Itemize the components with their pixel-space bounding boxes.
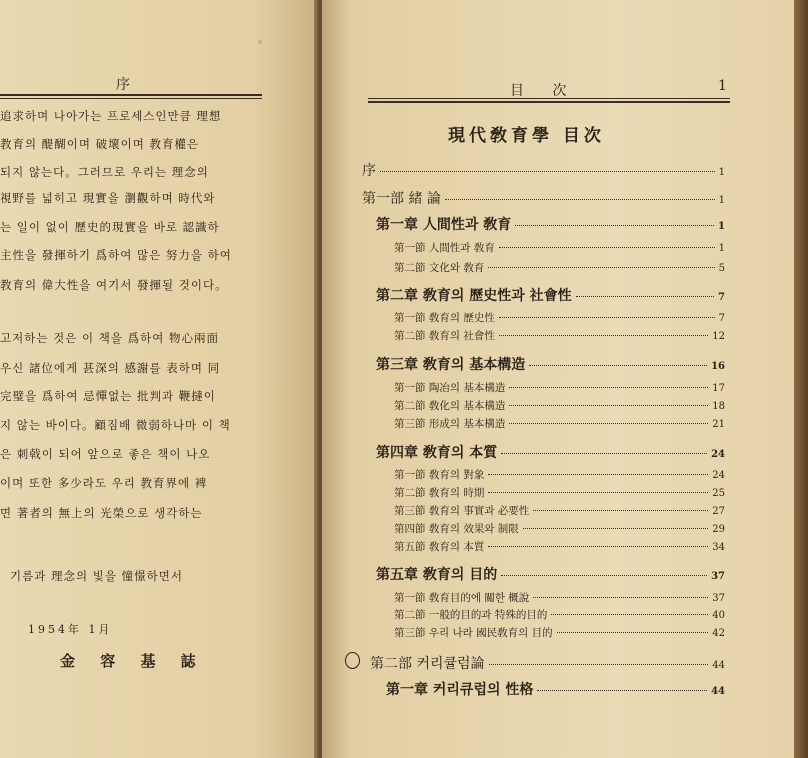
toc-entry-page: 42 <box>712 628 725 639</box>
toc-entry <box>362 160 725 180</box>
toc-entry-label: 第一章 커리큐럽의 性格 <box>386 682 534 698</box>
left-page <box>0 0 318 758</box>
toc-entry-label: 第二節 敎育의 時期 <box>394 487 485 499</box>
toc-entry-label: 第五章 敎育의 目的 <box>376 567 498 583</box>
toc-leader-dots <box>501 575 707 576</box>
toc-entry-label: 序 <box>362 163 376 179</box>
toc-leader-dots <box>501 453 707 454</box>
toc-entry-label: 第三章 敎育의 基本構造 <box>376 357 526 373</box>
preface-line: 는 일이 없이 歷史的現實을 바로 認識하 <box>0 220 220 234</box>
toc-entry-page: 7 <box>718 292 725 303</box>
toc-entry <box>394 485 725 500</box>
toc-leader-dots <box>499 335 708 336</box>
toc-entry-page: 21 <box>712 419 725 430</box>
toc-entry-page: 12 <box>712 331 725 342</box>
toc-entry-label: 第一節 敎育의 歷史性 <box>394 312 495 324</box>
toc-entry <box>394 398 725 413</box>
toc-entry <box>362 188 725 208</box>
toc-entry-label: 第三節 敎育의 事實과 必要性 <box>394 505 530 517</box>
toc-leader-dots <box>445 199 715 200</box>
left-page-header: 序 <box>116 77 134 93</box>
toc-entry-page: 1 <box>718 195 725 206</box>
toc-entry-page: 24 <box>711 449 725 460</box>
preface-line: 追求하며 나아가는 프로세스인만큼 理想 <box>0 109 222 123</box>
toc-leader-dots <box>533 597 708 598</box>
right-page-number: 1 <box>718 78 727 94</box>
toc-entry <box>394 240 725 255</box>
toc-leader-dots <box>488 267 714 268</box>
toc-title: 現代敎育學 目次 <box>448 126 605 146</box>
preface-line: 우신 諸位에게 甚深의 感謝를 表하며 同 <box>0 361 221 375</box>
toc-entry <box>394 328 725 343</box>
toc-entry-page: 24 <box>712 470 725 481</box>
toc-entry-page: 1 <box>718 167 725 178</box>
page-edge <box>794 0 808 758</box>
toc-entry <box>394 521 725 536</box>
toc-entry <box>394 625 725 640</box>
toc-entry-label: 第四節 敎育의 效果와 制限 <box>394 523 519 535</box>
toc-entry <box>386 679 725 699</box>
toc-leader-dots <box>499 317 715 318</box>
toc-entry <box>376 214 725 234</box>
toc-entry <box>394 467 725 482</box>
preface-line: 고저하는 것은 이 책을 爲하여 物心兩面 <box>0 331 219 345</box>
toc-entry-label: 第二節 敎育의 社會性 <box>394 330 495 342</box>
toc-leader-dots <box>489 664 709 665</box>
toc-entry <box>394 416 725 431</box>
preface-line: 은 刺戟이 되어 앞으로 좋은 책이 나오 <box>0 447 211 461</box>
toc-entry-page: 1 <box>718 221 725 232</box>
toc-entry <box>370 653 725 673</box>
toc-entry-page: 29 <box>712 524 725 535</box>
toc-leader-dots <box>533 510 708 511</box>
toc-entry-page: 18 <box>712 401 725 412</box>
preface-line: 이며 또한 多少라도 우리 教育界에 裨 <box>0 476 208 490</box>
toc-leader-dots <box>529 365 707 366</box>
toc-entry-page: 16 <box>711 361 725 372</box>
toc-entry-label: 第二部 커리큘럼論 <box>370 656 485 672</box>
toc-leader-dots <box>488 492 708 493</box>
preface-author: 金 容 基 誌 <box>60 652 206 670</box>
preface-line: 主性을 發揮하기 爲하여 많은 努力을 하여 <box>0 248 232 262</box>
preface-line: 教育의 偉大性을 여기서 發揮될 것이다。 <box>0 278 228 292</box>
right-header-rule <box>368 98 730 103</box>
toc-entry-label: 第一節 陶冶의 基本構造 <box>394 382 506 394</box>
toc-entry-label: 第一章 人間性과 敎育 <box>376 217 512 233</box>
toc-entry-page: 5 <box>718 263 725 274</box>
toc-leader-dots <box>576 296 714 297</box>
preface-line: 면 著者의 無上의 光榮으로 생각하는 <box>0 506 203 520</box>
preface-line: 기름과 理念의 빛을 憧憬하면서 <box>10 569 183 583</box>
toc-entry-label: 第三節 形成의 基本構造 <box>394 418 506 430</box>
toc-entry <box>394 590 725 605</box>
toc-entry <box>394 607 725 622</box>
toc-entry-label: 第二章 敎育의 歷史性과 社會性 <box>376 288 572 304</box>
toc-entry <box>376 564 725 584</box>
toc-entry-page: 27 <box>712 506 725 517</box>
toc-leader-dots <box>509 405 708 406</box>
toc-entry-label: 第一部 緒 論 <box>362 191 441 207</box>
toc-entry-label: 第二節 敎化의 基本構造 <box>394 400 506 412</box>
toc-entry-label: 第一節 敎育의 對象 <box>394 469 485 481</box>
toc-entry-page: 34 <box>712 542 725 553</box>
toc-entry-page: 37 <box>712 593 725 604</box>
toc-leader-dots <box>515 225 714 226</box>
toc-entry <box>394 380 725 395</box>
toc-entry-page: 25 <box>712 488 725 499</box>
preface-line: 지 않는 바이다。顧짐배 微弱하나마 이 책 <box>0 418 231 432</box>
toc-entry <box>376 285 725 305</box>
toc-entry-label: 第三節 우리 나라 國民敎育의 目的 <box>394 627 553 639</box>
right-page-header: 目 次 <box>510 83 579 99</box>
toc-leader-dots <box>551 614 708 615</box>
toc-leader-dots <box>537 690 707 691</box>
toc-entry <box>394 503 725 518</box>
toc-entry-label: 第二節 一般的目的과 特殊的目的 <box>394 609 548 621</box>
toc-entry <box>394 539 725 554</box>
toc-entry-page: 40 <box>712 610 725 621</box>
toc-entry-label: 第五節 敎育의 本質 <box>394 541 485 553</box>
toc-entry-page: 1 <box>718 243 725 254</box>
toc-leader-dots <box>509 423 708 424</box>
toc-entry <box>376 442 725 462</box>
toc-entry-page: 7 <box>718 313 725 324</box>
toc-entry-label: 第一節 人間性과 敎育 <box>394 242 495 254</box>
preface-line: 視野를 넓히고 現實을 瀏觀하며 時代와 <box>0 191 216 205</box>
toc-leader-dots <box>557 632 709 633</box>
paper-spot <box>258 40 262 44</box>
toc-entry <box>394 260 725 275</box>
toc-entry-label: 第二節 文化와 敎育 <box>394 262 485 274</box>
toc-entry <box>394 310 725 325</box>
toc-leader-dots <box>499 247 715 248</box>
preface-line: 完璧을 爲하여 忌憚없는 批判과 鞭撻이 <box>0 389 216 403</box>
toc-entry <box>376 354 725 374</box>
preface-line: 되지 않는다。그러므로 우리는 理念의 <box>0 165 209 179</box>
left-header-rule <box>0 94 262 99</box>
toc-entry-page: 44 <box>711 686 725 697</box>
toc-entry-label: 第四章 敎育의 本質 <box>376 445 498 461</box>
toc-leader-dots <box>488 546 708 547</box>
right-page <box>322 0 808 758</box>
preface-date: 1954年 1月 <box>28 623 113 636</box>
toc-entry-label: 第一節 敎育目的에 關한 概說 <box>394 592 530 604</box>
handwritten-circle-mark <box>345 652 360 669</box>
toc-leader-dots <box>380 171 715 172</box>
toc-entry-page: 37 <box>711 571 725 582</box>
toc-leader-dots <box>488 474 708 475</box>
toc-entry-page: 17 <box>712 383 725 394</box>
preface-line: 教育의 醍醐이며 破壞이며 教育權은 <box>0 137 200 151</box>
toc-entry-page: 44 <box>712 660 725 671</box>
toc-leader-dots <box>523 528 708 529</box>
toc-leader-dots <box>509 387 708 388</box>
